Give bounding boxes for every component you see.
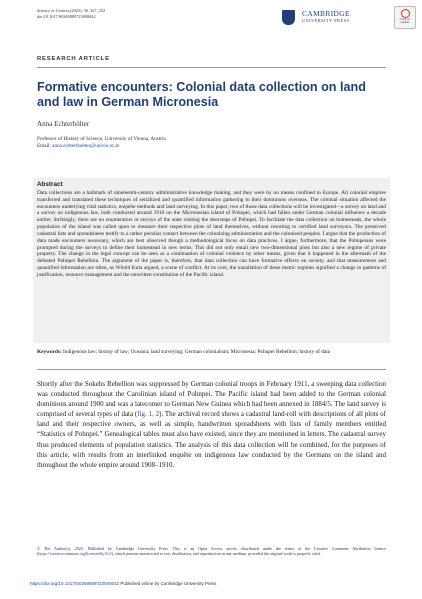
abstract-heading: Abstract [37,181,63,188]
abstract-text: Data collections are a hallmark of nineteenth-century administrative knowledge making, and they were by no means confined to Europe. All colonial empires transferred and translated these techniques of serialized and quantified information gathering to their dominions overseas. The colonial situation affected the encounters underlying vital statistics, enquête methods and land surveying. In this paper, two of those data collections will be investigated—a survey on land and a survey on indigenous law, both conducted around 1910 on the Micronesian island of Pohnpei, which had fallen under German colonial influence a decade earlier. Strikingly, there are no enumerators or envoys of the state visiting the doorsteps of Pohnpei. To facilitate the data collection on homesteads, the whole population of the island was called upon to measure their respective plots of land themselves, without resorting to certified land surveyors. The preserved cadastral lists and spreadsheets testify to a rather peculiar contact between the colonizing administration and the colonized peoples. I argue that the production of data made encounters necessary, which are best observed though a methodological focus on data practices. I argue, furthermore, that the Pohnpeians were prompted during the surveys to define their homestead in new terms. This did not only entail new two-dimensional plots but also a new regime of private property. The change in the legal concept can be seen as a continuation of colonial violence by other means, given that it happened in the aftermath of the defeated Pohnpei Rebellion. The argument of the paper is, therefore, that data collection can have formative effects on society, and that measurement and quantified information are often, as Witold Kula argued, a scene of conflict. At its core, the installation of these metric regimes signified a change in patterns of justification, resource management and the unwritten constitution of the Pacific island. [37,190,386,278]
keywords [37,348,386,356]
badge-label: Check for updates [399,18,411,24]
journal-volume: (2023), 36, 327–352 [68,8,106,13]
email-label: Email: [37,143,53,149]
body-text-part1: Shortly after the Sokehs Rebellion was suppressed by German colonial troops in February 1911, a sweeping data collection was conducted throughout the Carolinian island of Pohnpei. The Pacific island had been added to the German colonial dominions around 1900 and was a latecomer to German New Guinea which had been annexed in 1884/5. The land survey is comprised of several types of data ( [37,380,386,419]
author-name: Anna Echterhölter [37,120,90,128]
copyright-part1: © The Author(s), 2023. Published by Cambridge University Press. This is an Open Access article, distributed under the terms of the Creative Commons Attribution licence ( [37,546,386,557]
article-title: Formative encounters: Colonial data collection on land and law in German Micronesia [37,80,366,110]
figure-reference-link[interactable]: fig. 1, 2 [137,410,160,419]
keywords-label: Keywords: [37,349,62,355]
published-online-text: Published online by Cambridge University Press [119,581,217,586]
body-text-part2: ). The archival record shows a cadastral land-roll with descriptions of all plots of land and their respective owners, as well as simple, handwritten spreadsheets with lists of family members entitled “Statistics of Pohnpei.” Genealogical tables must also have existed, since they are mentioned in letters. The cadastral survey thus produced elements of population statistics. The analysis of this data collection will be combined, for the purposes of this article, with results from an interlinked enquête on indigenous law conducted by the Germans on the island and throughout the whole empire around 1908–1910. [37,410,386,469]
header-divider [37,67,386,68]
author-affiliation-block [37,136,166,150]
doi-link[interactable]: https://doi.org/10.1017/S0269889723000042 [30,581,120,586]
update-check-icon [401,9,410,18]
journal-name: Science in Context [37,8,69,13]
author-affiliation: Professor of History of Science, University of Vienna, Austria [37,136,166,142]
keywords-divider [37,369,386,370]
copyright-part2: ), which permits unrestricted re-use, distribution, and reproduction in any medium, provided the original work is properly cited. [111,551,321,557]
license-link[interactable]: https://creativecommons.org/licenses/by/4.0/ [38,551,112,557]
publisher-logo [282,10,350,28]
publisher-name-line1: CAMBRIDGE [302,9,350,18]
cambridge-crest-icon [282,10,295,25]
article-type: RESEARCH ARTICLE [37,56,110,62]
author-email-link[interactable]: anna.echterhoelter@univie.ac.at [52,143,119,149]
publisher-name-line2: UNIVERSITY PRESS [302,18,350,23]
published-online-line [30,581,216,586]
body-paragraph [37,379,386,470]
check-for-updates-badge[interactable] [394,6,416,29]
copyright-notice [37,546,386,556]
journal-citation [37,8,105,14]
journal-doi: doi:10.1017/S0269889723000042 [37,14,96,19]
keywords-list: Indigenous law; history of law; Oceania; land surveying; German colonialism; Micronesia; Pohnpei Rebellion; history of data [61,349,331,355]
